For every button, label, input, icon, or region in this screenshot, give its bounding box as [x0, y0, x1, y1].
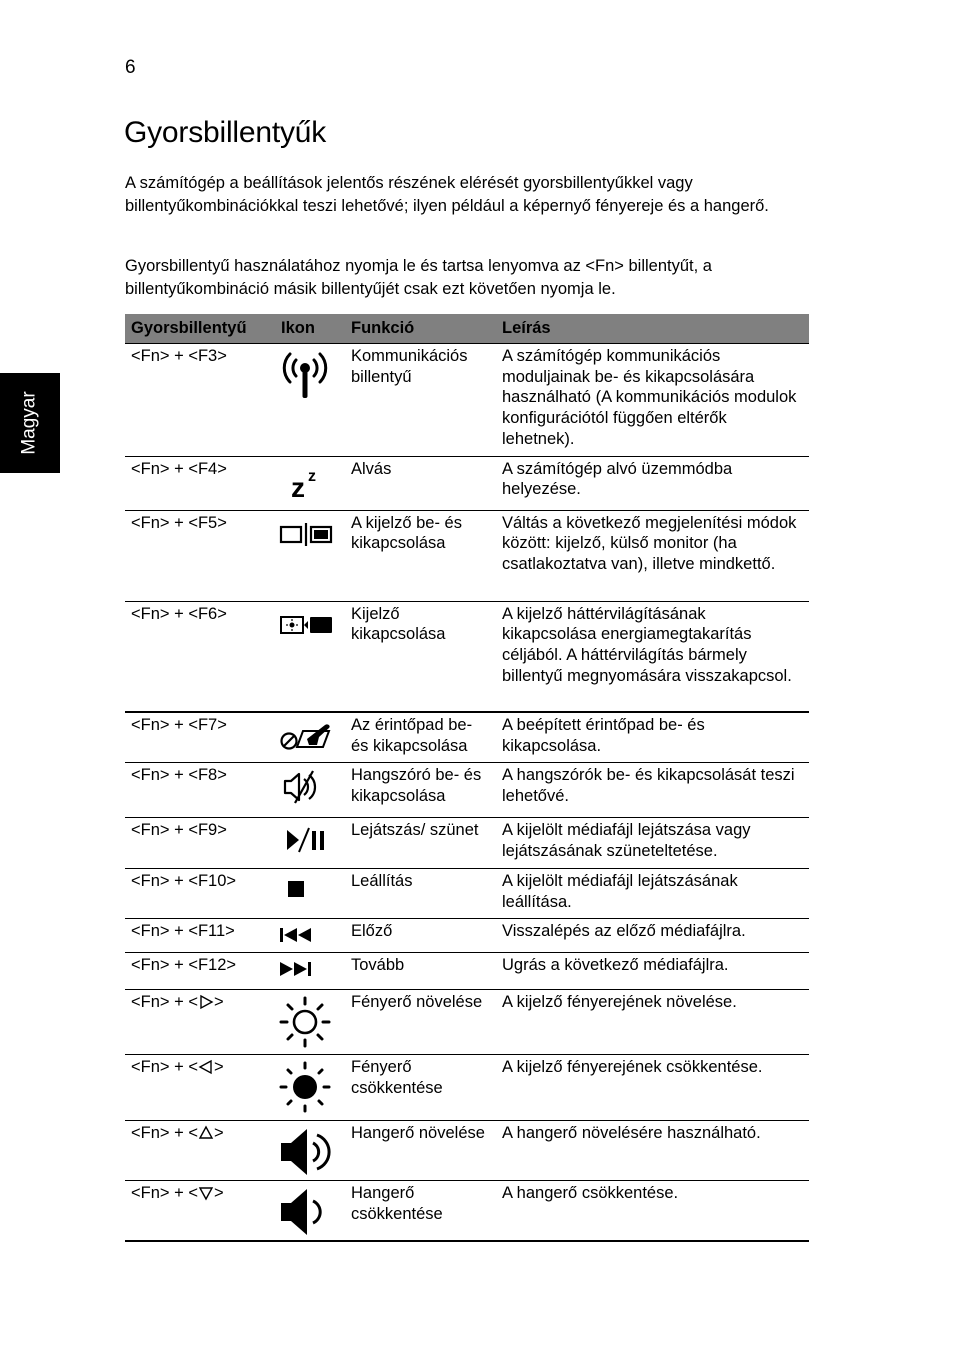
table-row	[125, 344, 809, 457]
usage-paragraph: Gyorsbillentyű használatához nyomja le és tartsa lenyomva az <Fn> billentyűt, a billentyűkombináció másik billentyűjét csak ezt követően nyomja le.	[125, 257, 712, 298]
description-cell: A beépített érintőpad be- és kikapcsolása.	[496, 712, 809, 763]
intro-paragraph: A számítógép a beállítások jelentős részének elérését gyorsbillentyűkkel vagy billentyűkombinációkkal teszi lehetővé; ilyen például a képernyő fényereje és a hangerő.	[125, 174, 769, 215]
description-cell: Ugrás a következő médiafájlra.	[496, 953, 809, 990]
table-row	[125, 1181, 809, 1241]
description-cell: A hangszórók be- és kikapcsolását teszi lehetővé.	[496, 763, 809, 818]
function-cell: Az érintőpad be- és kikapcsolása	[345, 712, 496, 763]
table-row	[125, 712, 809, 763]
touchpad-toggle-icon	[277, 717, 337, 753]
hotkey-cell: <Fn> + < >	[125, 1181, 275, 1241]
page-title: Gyorsbillentyűk	[124, 116, 327, 149]
table-header-row	[125, 314, 809, 344]
side-tab-label: Magyar	[19, 391, 41, 455]
page-number: 6	[125, 57, 136, 78]
function-cell: Tovább	[345, 953, 496, 990]
function-cell: Fényerő csökkentése	[345, 1055, 496, 1121]
hotkey-cell: <Fn> + < >	[125, 990, 275, 1055]
description-cell: A kijelölt médiafájl lejátszásának leállítása.	[496, 868, 809, 918]
volume-down-icon	[277, 1185, 333, 1239]
function-cell: A kijelző be- és kikapcsolása	[345, 510, 496, 601]
header-icon: Ikon	[275, 314, 345, 344]
svg-text:z: z	[308, 467, 316, 485]
hotkey-cell: <Fn> + <F10>	[125, 868, 275, 918]
hotkey-cell: <Fn> + <F12>	[125, 953, 275, 990]
triangle-right-icon	[198, 994, 214, 1010]
header-hotkey: Gyorsbillentyű	[125, 314, 275, 344]
hotkey-cell: <Fn> + <F5>	[125, 510, 275, 601]
function-cell: Előző	[345, 919, 496, 953]
triangle-up-icon	[198, 1125, 214, 1141]
hotkey-cell: <Fn> + <F11>	[125, 919, 275, 953]
function-cell: Fényerő növelése	[345, 990, 496, 1055]
svg-text:z: z	[291, 471, 305, 501]
function-cell: Hangerő növelése	[345, 1121, 496, 1181]
description-cell: A számítógép kommunikációs moduljainak be- és kikapcsolására használható (A kommunikációs modulok konfigurációtól függően eltérők lehetnek).	[496, 344, 809, 457]
triangle-down-icon	[198, 1185, 214, 1201]
brightness-down-icon	[277, 1059, 333, 1115]
hotkey-cell: <Fn> + < >	[125, 1055, 275, 1121]
description-cell: A kijelző fényerejének csökkentése.	[496, 1055, 809, 1121]
hotkey-cell: <Fn> + <F9>	[125, 818, 275, 868]
function-cell: Alvás	[345, 456, 496, 510]
description-cell: Váltás a következő megjelenítési módok között: kijelző, külső monitor (ha csatlakoztatva van), illetve mindkettő.	[496, 510, 809, 601]
description-cell: A számítógép alvó üzemmódba helyezése.	[496, 456, 809, 510]
hotkey-cell: <Fn> + <F4>	[125, 456, 275, 510]
header-description: Leírás	[496, 314, 809, 344]
function-cell: Lejátszás/ szünet	[345, 818, 496, 868]
language-side-tab	[0, 373, 60, 473]
table-row	[125, 456, 809, 510]
table-row	[125, 763, 809, 818]
function-cell: Hangerő csökkentése	[345, 1181, 496, 1241]
function-cell: Hangszóró be- és kikapcsolása	[345, 763, 496, 818]
description-cell: A kijelző háttérvilágításának kikapcsolása energiamegtakarítás céljából. A háttérvilágítás bármely billentyű megnyomására visszakapcsol.	[496, 601, 809, 712]
function-cell: Kommunikációs billentyű	[345, 344, 496, 457]
table-row	[125, 990, 809, 1055]
volume-up-icon	[277, 1125, 333, 1179]
header-function: Funkció	[345, 314, 496, 344]
triangle-left-icon	[198, 1059, 214, 1075]
description-cell: A kijelző fényerejének növelése.	[496, 990, 809, 1055]
speaker-mute-icon	[277, 767, 333, 807]
table-row	[125, 953, 809, 990]
next-track-icon	[277, 957, 333, 981]
brightness-up-icon	[277, 994, 333, 1050]
stop-icon	[277, 873, 333, 903]
table-row	[125, 601, 809, 712]
wireless-communication-icon	[277, 348, 333, 404]
hotkey-cell: <Fn> + <F7>	[125, 712, 275, 763]
description-cell: A hangerő csökkentése.	[496, 1181, 809, 1241]
previous-track-icon	[277, 923, 333, 947]
description-cell: A kijelölt médiafájl lejátszása vagy lejátszásának szüneteltetése.	[496, 818, 809, 868]
hotkey-cell: <Fn> + <F8>	[125, 763, 275, 818]
sleep-zz-icon	[277, 461, 333, 501]
table-row	[125, 818, 809, 868]
hotkey-cell: <Fn> + < >	[125, 1121, 275, 1181]
function-cell: Kijelző kikapcsolása	[345, 601, 496, 712]
description-cell: Visszalépés az előző médiafájlra.	[496, 919, 809, 953]
hotkey-cell: <Fn> + <F3>	[125, 344, 275, 457]
function-cell: Leállítás	[345, 868, 496, 918]
hotkey-cell: <Fn> + <F6>	[125, 601, 275, 712]
hotkeys-table	[125, 314, 809, 1242]
table-row	[125, 868, 809, 918]
description-cell: A hangerő növelésére használható.	[496, 1121, 809, 1181]
display-off-icon	[277, 606, 337, 642]
table-row	[125, 919, 809, 953]
table-row	[125, 1121, 809, 1181]
play-pause-icon	[277, 822, 333, 858]
display-toggle-icon	[277, 515, 337, 551]
table-row	[125, 510, 809, 601]
table-row	[125, 1055, 809, 1121]
